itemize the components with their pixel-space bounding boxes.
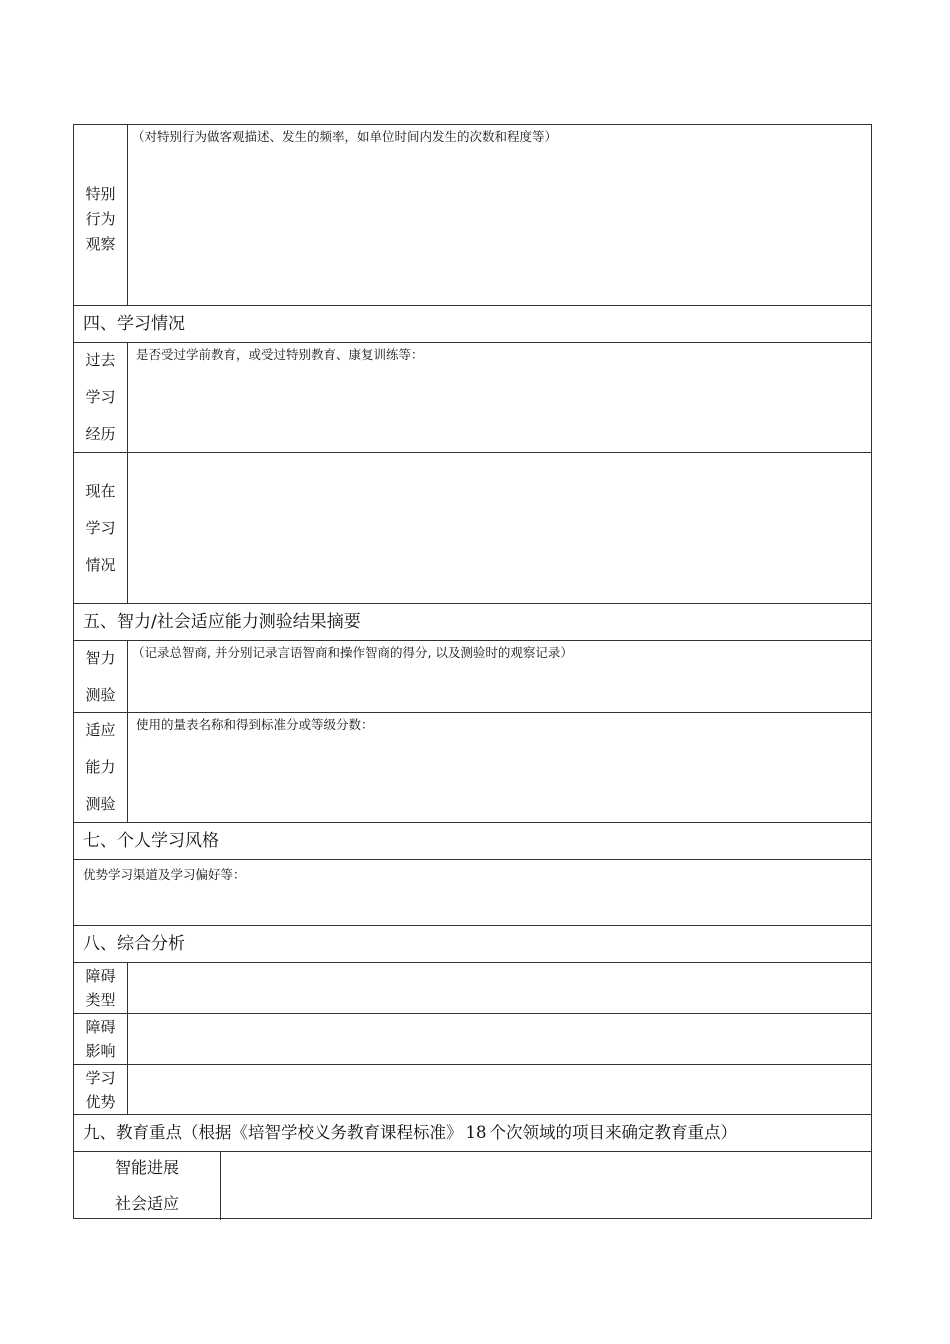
disorder-type-label: [74, 963, 128, 1013]
section-title: 八、综合分析: [83, 934, 185, 954]
special-behavior-label: [74, 125, 128, 305]
section-4-heading: [74, 306, 871, 343]
disorder-effect-label: [74, 1014, 128, 1064]
iq-test-row[interactable]: [74, 641, 871, 713]
adaptive-test-row[interactable]: [74, 713, 871, 823]
label-line: 类型: [85, 991, 116, 1009]
label-line: 影响: [85, 1042, 116, 1060]
special-behavior-row: [74, 125, 871, 306]
label-line: 观察: [85, 234, 116, 253]
label-line: 经历: [85, 425, 116, 443]
label-line: 学习: [85, 388, 116, 406]
past-learning-row[interactable]: [74, 343, 871, 453]
label-line: 优势: [85, 1092, 116, 1111]
section-8-heading: [74, 926, 871, 963]
section-9-number: 18: [465, 1123, 487, 1142]
section-9-prefix: 九、教育重点（根据《培智学校义务教育课程标准》: [83, 1123, 463, 1142]
section-7-heading: [74, 823, 871, 860]
learning-style-row[interactable]: [74, 860, 871, 926]
learning-style-note: 优势学习渠道及学习偏好等：: [83, 867, 246, 882]
label-line: 测验: [85, 795, 116, 813]
current-learning-row[interactable]: [74, 453, 871, 604]
label-line: 情况: [85, 555, 116, 574]
section-title: 五、智力/社会适应能力测验结果摘要: [83, 612, 361, 632]
special-behavior-note: （对特别行为做客观描述、发生的频率，如单位时间内发生的次数和程度等）: [132, 129, 558, 144]
label-line: 测验: [85, 685, 116, 704]
assessment-form: [73, 124, 872, 1219]
learning-strength-row[interactable]: [74, 1065, 871, 1115]
label-line: 过去: [85, 351, 116, 369]
label-line: 学习: [85, 518, 116, 537]
label-line: 适应: [85, 721, 116, 739]
iq-test-label: [74, 641, 128, 712]
past-learning-note: 是否受过学前教育，或受过特别教育、康复训练等：: [136, 347, 424, 362]
learning-strength-label: [74, 1065, 128, 1114]
section-title: 七、个人学习风格: [83, 831, 219, 851]
label-line: 行为: [85, 209, 116, 228]
label-line: 障碍: [85, 967, 116, 985]
section-9-suffix: 个次领域的项目来确定教育重点）: [489, 1123, 737, 1142]
section-5-heading: [74, 604, 871, 641]
section-title: 四、学习情况: [83, 314, 185, 334]
label-line: 障碍: [85, 1018, 116, 1036]
label-line: 智力: [85, 648, 116, 667]
iq-test-note: （记录总智商, 并分别记录言语智商和操作智商的得分, 以及测验时的观察记录）: [132, 645, 573, 660]
label-line: 学习: [85, 1068, 116, 1087]
adaptive-test-label: [74, 713, 128, 822]
disorder-type-row[interactable]: [74, 963, 871, 1014]
label-line: 社会适应: [114, 1194, 179, 1213]
adaptive-test-note: 使用的量表名称和得到标准分或等级分数：: [136, 717, 374, 732]
current-learning-label: [74, 453, 128, 603]
past-learning-label: [74, 343, 128, 452]
label-line: 智能进展: [114, 1158, 179, 1177]
label-line: 现在: [85, 481, 116, 500]
disorder-effect-row[interactable]: [74, 1014, 871, 1065]
label-line: 能力: [85, 758, 116, 776]
section-9-heading: [74, 1115, 871, 1152]
education-focus-row[interactable]: [74, 1152, 871, 1220]
education-focus-label: [74, 1152, 221, 1220]
label-line: 特别: [85, 184, 116, 203]
